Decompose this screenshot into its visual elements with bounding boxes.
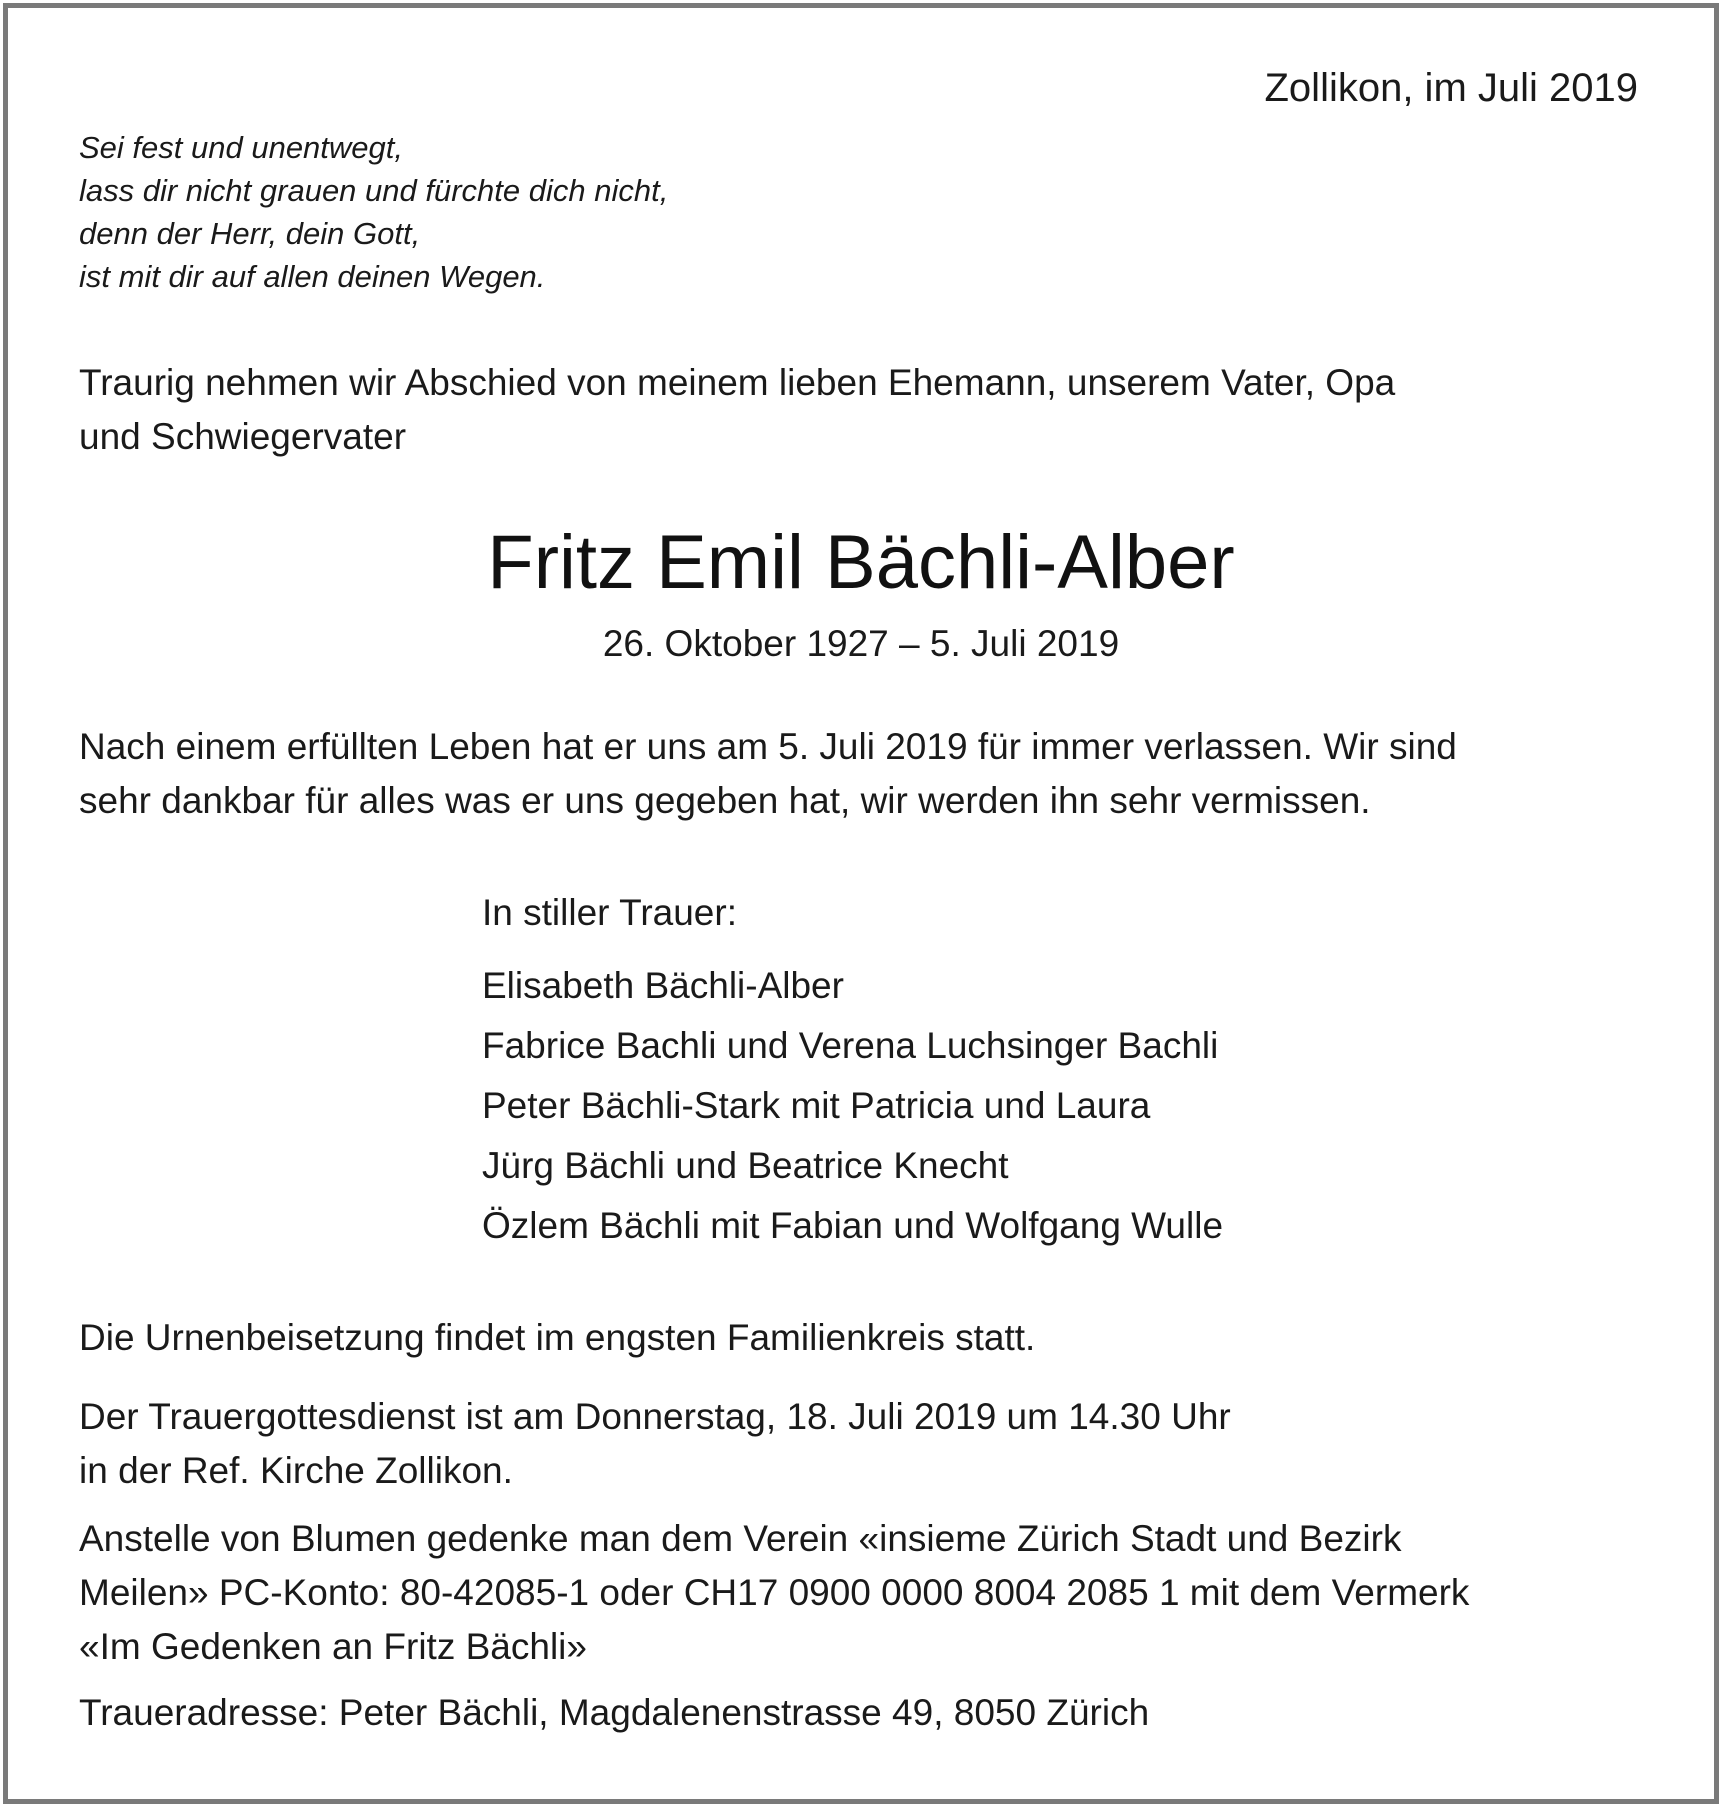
service-notice: [79, 1390, 1231, 1498]
farewell-text: [79, 720, 1457, 828]
farewell-line: sehr dankbar für alles was er uns gegeben hat, wir werden ihn sehr vermissen.: [79, 780, 1371, 821]
donation-notice: [79, 1512, 1469, 1674]
mourners-block: [482, 888, 1223, 1256]
mourner-name: Özlem Bächli mit Fabian und Wolfgang Wulle: [482, 1205, 1224, 1246]
farewell-line: Nach einem erfüllten Leben hat er uns am 5. Juli 2019 für immer verlassen. Wir sind: [79, 726, 1457, 767]
motto-verse: [79, 126, 668, 298]
service-line: in der Ref. Kirche Zollikon.: [79, 1450, 513, 1491]
motto-line: lass dir nicht grauen und fürchte dich nicht,: [79, 173, 669, 208]
motto-line: denn der Herr, dein Gott,: [79, 216, 421, 251]
place-date: Zollikon, im Juli 2019: [1264, 66, 1638, 110]
mourner-name: Jürg Bächli und Beatrice Knecht: [482, 1145, 1009, 1186]
mourners-heading: In stiller Trauer:: [482, 892, 737, 933]
burial-notice: Die Urnenbeisetzung findet im engsten Familienkreis statt.: [79, 1317, 1036, 1358]
mourner-name: Elisabeth Bächli-Alber: [482, 965, 844, 1006]
mourner-name: Peter Bächli-Stark mit Patricia und Laura: [482, 1085, 1151, 1126]
service-line: Der Trauergottesdienst ist am Donnerstag, 18. Juli 2019 um 14.30 Uhr: [79, 1396, 1231, 1437]
mourner-name: Fabrice Bachli und Verena Luchsinger Bachli: [482, 1025, 1219, 1066]
motto-line: ist mit dir auf allen deinen Wegen.: [79, 259, 546, 294]
life-dates: 26. Oktober 1927 – 5. Juli 2019: [602, 623, 1120, 664]
mourner-list: [482, 956, 1223, 1256]
intro-line: Traurig nehmen wir Abschied von meinem lieben Ehemann, unserem Vater, Opa: [79, 362, 1396, 403]
intro-line: und Schwiegervater: [79, 416, 407, 457]
intro-text: [79, 356, 1395, 464]
obituary-frame: [3, 3, 1719, 1804]
donation-line: Anstelle von Blumen gedenke man dem Verein «insieme Zürich Stadt und Bezirk: [79, 1518, 1402, 1559]
motto-line: Sei fest und unentwegt,: [79, 130, 404, 165]
mourning-address: Traueradresse: Peter Bächli, Magdalenenstrasse 49, 8050 Zürich: [79, 1692, 1150, 1733]
donation-line: «Im Gedenken an Fritz Bächli»: [79, 1626, 587, 1667]
donation-line: Meilen» PC-Konto: 80-42085-1 oder CH17 0900 0000 8004 2085 1 mit dem Vermerk: [79, 1572, 1470, 1613]
deceased-name: Fritz Emil Bächli-Alber: [487, 520, 1235, 605]
